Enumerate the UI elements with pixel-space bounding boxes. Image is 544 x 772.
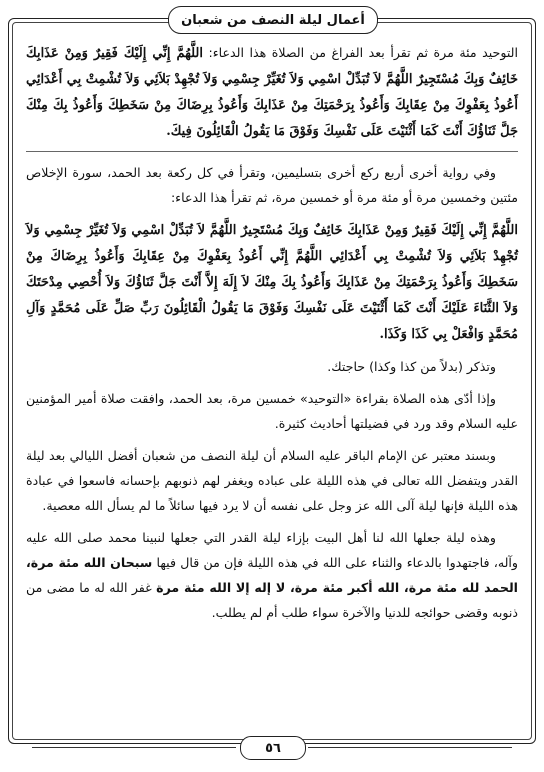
paragraph-2 [26, 160, 518, 210]
page-title: أعمال ليلة النصف من شعبان [181, 12, 365, 28]
paragraph-7 [26, 525, 518, 625]
footer-rule-right [308, 747, 512, 748]
paragraph-7-text-a: وهذه ليلة جعلها الله لنا أهل البيت بإزاء ليلة القدر التي جعلها لنبينا محمد صلى الله عليه وآله، فاجتهدوا بالدعاء والثناء على الله في هذه الليلة فإن من قال فيها [26, 530, 518, 570]
paragraph-1-dua: اللَّهُمَّ إِنِّي إِلَيْكَ فَقِيرٌ وَمِنْ عَذَابِكَ خَائِفٌ وَبِكَ مُسْتَجِيرٌ اللَّهُمَّ لاَ تُبَدِّلْ اسْمِي وَلاَ تُغَيِّرْ جِسْمِي وَلاَ تُجْهِدْ بَلاَئِي وَلاَ تُشْمِتْ بِي أَعْدَائِي أَعُوذُ بِعَفْوِكَ مِنْ عِقَابِكَ وَأَعُوذُ بِرَحْمَتِكَ مِنْ عَذَابِكَ وَأَعُوذُ بِرِضَاكَ مِنْ سَخَطِكَ وَأَعُوذُ بِكَ مِنْكَ جَلَّ ثَنَاؤُكَ أَنْتَ كَمَا أَثْنَيْتَ عَلَى نَفْسِكَ وَفَوْقَ مَا يَقُولُ الْقَائِلُونَ فِيكَ. [26, 46, 518, 139]
paragraph-5-text: وإذا أدّى هذه الصلاة بقراءة «التوحيد» خمسين مرة، بعد الحمد، وافقت صلاة أمير المؤمنين عليه السلام وقد ورد في فضيلتها أحاديث كثيرة. [26, 391, 518, 431]
footer-rule-left [32, 747, 236, 748]
paragraph-7-text-b: غفر الله له ما مضى من ذنوبه وقضى حوائجه للدنيا والآخرة سواء طلب أم لم يطلب. [26, 580, 518, 620]
page-number: ٥٦ [240, 736, 306, 760]
paragraph-5 [26, 386, 518, 436]
paragraph-1-intro: التوحيد مئة مرة ثم تقرأ بعد الفراغ من الصلاة هذا الدعاء: [208, 45, 518, 60]
page-footer [8, 736, 536, 760]
paragraph-4-text: وتذكر (بدلاً من كذا وكذا) حاجتك. [327, 359, 496, 374]
paragraph-7-bold: سبحان الله مئة مرة، الحمد لله مئة مرة، الله أكبر مئة مرة، لا إله إلا الله مئة مرة [26, 555, 518, 595]
page-header [168, 6, 378, 34]
paragraph-6 [26, 443, 518, 518]
paragraph-6-text: وبسند معتبر عن الإمام الباقر عليه السلام أن ليلة النصف من شعبان أفضل الليالي بعد ليلة القدر ويتفضل الله تعالى في هذه الليلة على عباده ويغفر لهم ذنوبهم بإحسانه فاسعوا في عبادة هذه الليلة فإنها ليلة آلى الله عز وجل على نفسه أن لا يرد فيها سائلاً ما لم يسأل الله معصية. [26, 448, 518, 513]
page-content [26, 40, 518, 725]
paragraph-1 [26, 40, 518, 144]
paragraph-3-dua: اللَّهُمَّ إِنِّي إِلَيْكَ فَقِيرٌ وَمِنْ عَذَابِكَ خَائِفٌ وَبِكَ مُسْتَجِيرٌ اللَّهُمَّ لاَ تُبَدِّلْ اسْمِي وَلاَ تُغَيِّرْ جِسْمِي وَلاَ تُجْهِدْ بَلاَئِي وَلاَ تُشْمِتْ بِي أَعْدَائِي اللَّهُمَّ إِنِّي أَعُوذُ بِعَفْوِكَ مِنْ عِقَابِكَ وَأَعُوذُ بِرِضَاكَ مِنْ سَخَطِكَ وَأَعُوذُ بِرَحْمَتِكَ مِنْ عَذَابِكَ وَأَعُوذُ بِكَ مِنْكَ لاَ إِلَهَ إِلاَّ أَنْتَ جَلَّ ثَنَاؤُكَ وَلاَ أُحْصِي مِدْحَتَكَ وَلاَ الثَّنَاءَ عَلَيْكَ أَنْتَ كَمَا أَثْنَيْتَ عَلَى نَفْسِكَ وَفَوْقَ مَا يَقُولُ الْقَائِلُونَ رَبِّ صَلِّ عَلَى مُحَمَّدٍ وَآلِ مُحَمَّدٍ وَافْعَلْ بِي كَذَا وَكَذَا. [26, 223, 519, 342]
paragraph-3 [26, 217, 518, 347]
separator-line [26, 151, 518, 152]
paragraph-2-text: وفي رواية أخرى أربع ركع أخرى بتسليمين، وتقرأ في كل ركعة بعد الحمد، سورة الإخلاص مئتين وخمسين مرة أو مئة مرة أو خمسين مرة، ثم تقرأ هذا الدعاء: [26, 165, 518, 205]
paragraph-4 [26, 354, 518, 379]
